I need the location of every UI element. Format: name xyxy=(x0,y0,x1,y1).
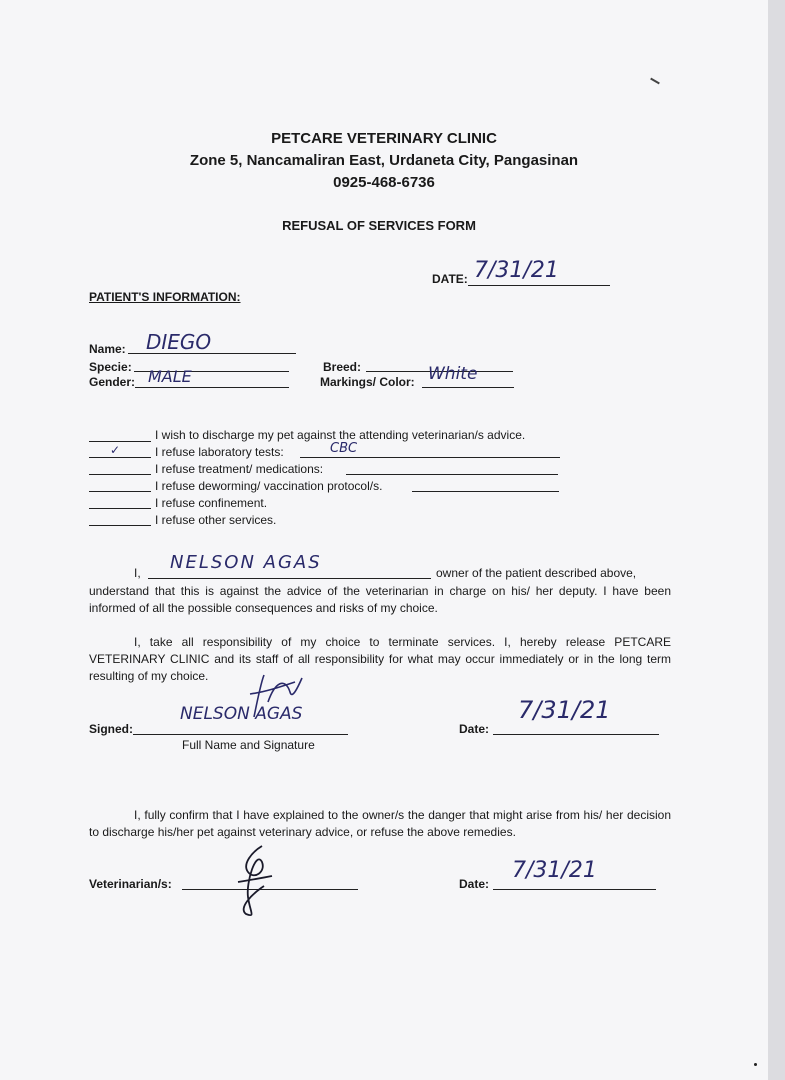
date-label: DATE: xyxy=(432,272,468,286)
name-label: Name: xyxy=(89,342,126,356)
statement1-after-name: owner of the patient described above, xyxy=(436,566,637,580)
option-detail: CBC xyxy=(330,441,358,456)
vet-date-line xyxy=(493,889,656,890)
option-text: I wish to discharge my pet against the attending veterinarian/s advice. xyxy=(155,428,526,442)
breed-label: Breed: xyxy=(323,360,362,374)
owner-date-label: Date: xyxy=(459,722,490,736)
owner-date-handwritten: 7/31/21 xyxy=(518,696,611,724)
statement2-text: I, take all responsibility of my choice to terminate services. I, hereby release PETCARE VETERINARY CLINIC and its staff of all responsibility for what may occur immediately or in the long term resulting of my choice. xyxy=(89,635,671,683)
name-handwritten: DIEGO xyxy=(146,330,212,354)
markings-handwritten: White xyxy=(428,364,478,384)
clinic-address: Zone 5, Nancamaliran East, Urdaneta City, Pangasinan xyxy=(189,152,579,169)
vet-date-label: Date: xyxy=(459,877,490,891)
signed-line xyxy=(133,734,348,735)
clinic-phone: 0925-468-6736 xyxy=(333,174,435,191)
option-mark-line xyxy=(89,457,151,458)
form-title: REFUSAL OF SERVICES FORM xyxy=(282,218,476,233)
option-text: I refuse laboratory tests: xyxy=(155,445,284,459)
option-mark: ✓ xyxy=(110,443,121,457)
specie-label: Specie: xyxy=(89,360,132,374)
markings-label: Markings/ Color: xyxy=(320,375,415,389)
option-text: I refuse other services. xyxy=(155,513,277,527)
statement1-text: understand that this is against the advice of the veterinarian in charge on his/ her deputy. I have been informed of all the possible consequences and risks of my choice. xyxy=(89,584,671,615)
option-detail-line xyxy=(346,474,558,475)
signed-caption: Full Name and Signature xyxy=(182,738,315,752)
vet-label: Veterinarian/s: xyxy=(89,877,172,891)
page-edge xyxy=(768,0,785,1080)
owner-name-line xyxy=(148,578,431,579)
owner-name-handwritten: NELSON AGAS xyxy=(170,552,322,573)
option-mark-line xyxy=(89,508,151,509)
option-detail-line xyxy=(300,457,560,458)
option-mark-line xyxy=(89,441,151,442)
option-text: I refuse confinement. xyxy=(155,496,268,510)
date-handwritten: 7/31/21 xyxy=(474,258,559,283)
statement3-text: I, fully confirm that I have explained to the owner/s the danger that might arise from his/ her decision to discharge his/her pet against veterinary advice, or refuse the above remedies. xyxy=(89,808,671,839)
vet-signature-mark xyxy=(232,842,276,922)
vet-date-handwritten: 7/31/21 xyxy=(512,858,597,883)
statement1-prefix: I, xyxy=(134,566,141,580)
patient-section-title: PATIENT'S INFORMATION: xyxy=(89,290,241,304)
option-detail-line xyxy=(412,491,559,492)
scan-speck xyxy=(754,1063,757,1066)
markings-line xyxy=(422,387,514,388)
clinic-name: PETCARE VETERINARY CLINIC xyxy=(271,130,497,147)
option-mark-line xyxy=(89,474,151,475)
gender-label: Gender: xyxy=(89,375,136,389)
gender-handwritten: MALE xyxy=(148,367,192,386)
owner-signature-name: NELSON AGAS xyxy=(180,704,303,724)
option-mark-line xyxy=(89,491,151,492)
owner-date-line xyxy=(493,734,659,735)
gender-line xyxy=(135,387,289,388)
option-text: I refuse deworming/ vaccination protocol/s. xyxy=(155,479,383,493)
date-line xyxy=(468,285,610,286)
option-mark-line xyxy=(89,525,151,526)
owner-signature-mark xyxy=(240,672,310,722)
option-text: I refuse treatment/ medications: xyxy=(155,462,324,476)
signed-label: Signed: xyxy=(89,722,133,736)
